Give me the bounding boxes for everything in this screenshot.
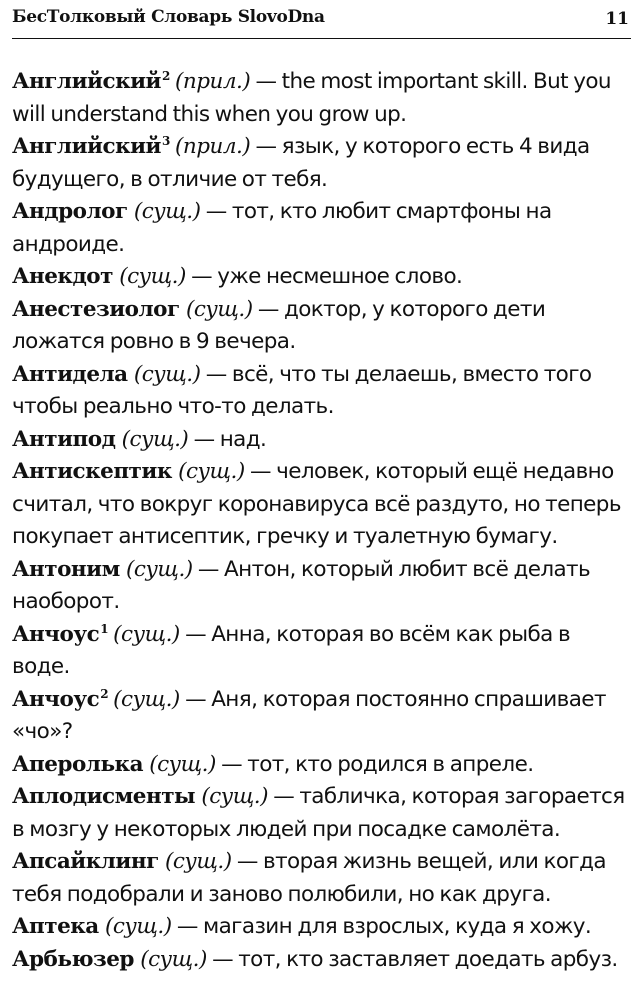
- entry-term: Антипод: [12, 426, 116, 452]
- entry-definition: — Анна, которая во всём как рыба в воде.: [12, 621, 571, 679]
- entry-definition: — Аня, которая постоянно спрашивает «чо»?: [12, 686, 606, 744]
- page-header: [12, 0, 631, 39]
- entry-definition: — уже несмешное слово.: [191, 264, 463, 289]
- entry-part-of-speech: (сущ.): [178, 459, 245, 484]
- dictionary-entry: [12, 619, 631, 684]
- entry-part-of-speech: (сущ.): [113, 686, 180, 712]
- entry-part-of-speech: (сущ.): [113, 621, 180, 647]
- entry-part-of-speech: (сущ.): [133, 361, 201, 387]
- entry-sense-number: 2: [100, 686, 108, 701]
- entry-definition: — табличка, которая загорается в мозгу у некоторых людей при посадке самолёта.: [12, 784, 625, 842]
- entry-sense-number: 3: [162, 134, 170, 148]
- entry-part-of-speech: (сущ.): [126, 556, 193, 582]
- entry-term: Антидела: [12, 361, 128, 387]
- entry-definition: — над.: [193, 426, 267, 452]
- entry-term: Аплодисменты: [12, 784, 196, 809]
- entry-term: Антоним: [12, 556, 120, 582]
- entry-term: Английский: [12, 134, 161, 159]
- dictionary-entry: [12, 196, 631, 261]
- book-title: БесТолковый Словарь SlovoDna: [12, 7, 325, 27]
- entry-term: Андролог: [12, 199, 128, 224]
- dictionary-entry: [12, 684, 631, 749]
- dictionary-entry: [12, 554, 631, 619]
- entry-part-of-speech: (сущ.): [119, 264, 186, 289]
- entry-definition: — вторая жизнь вещей, или когда тебя подобрали и заново полюбили, но как друга.: [12, 849, 606, 907]
- entry-part-of-speech: (сущ.): [165, 849, 232, 874]
- dictionary-entry: [12, 424, 631, 457]
- entry-part-of-speech: (прил.): [174, 134, 251, 159]
- entry-definition: — тот, кто родился в апреле.: [221, 751, 534, 777]
- entry-definition: — человек, который ещё недавно считал, что вокруг коронавируса всё раздуто, но теперь покупает антисептик, гречку и туалетную бумагу.: [12, 459, 621, 549]
- entry-part-of-speech: (сущ.): [121, 426, 189, 452]
- entry-term: Анестезиолог: [12, 296, 180, 322]
- dictionary-entry: [12, 944, 631, 977]
- entry-term: Аперолька: [12, 751, 144, 777]
- entry-term: Арбьюзер: [12, 946, 134, 972]
- entry-definition: — Антон, который любит всё делать наоборот.: [12, 556, 591, 614]
- dictionary-entry: [12, 359, 631, 424]
- entry-part-of-speech: (сущ.): [201, 784, 268, 809]
- entry-term: Антискептик: [12, 459, 172, 484]
- dictionary-entry: [12, 294, 631, 359]
- entry-definition: — тот, кто любит смартфоны на андроиде.: [12, 199, 552, 257]
- entry-part-of-speech: (прил.): [174, 69, 251, 94]
- page-number: 11: [605, 9, 629, 29]
- entry-definition: — доктор, у которого дети ложатся ровно в 9 вечера.: [12, 296, 546, 354]
- entry-part-of-speech: (сущ.): [185, 296, 253, 322]
- dictionary-entry: [12, 456, 631, 554]
- entry-term: Апсайклинг: [12, 849, 159, 874]
- entry-definition: — всё, что ты делаешь, вместо того чтобы реально что-то делать.: [12, 361, 592, 419]
- entry-term: Аптека: [12, 914, 99, 939]
- entry-sense-number: 1: [100, 621, 108, 636]
- entry-part-of-speech: (сущ.): [140, 946, 207, 972]
- entry-definition: — язык, у которого есть 4 вида будущего, в отличие от тебя.: [12, 134, 590, 192]
- entry-part-of-speech: (сущ.): [104, 914, 172, 939]
- entry-definition: — магазин для взрослых, куда я хожу.: [176, 914, 592, 939]
- dictionary-entry: [12, 131, 631, 196]
- dictionary-entry: [12, 846, 631, 911]
- entry-part-of-speech: (сущ.): [149, 751, 216, 777]
- dictionary-entries: [12, 66, 631, 976]
- entry-term: Анекдот: [12, 264, 113, 289]
- entry-sense-number: 2: [162, 69, 170, 83]
- dictionary-entry: [12, 261, 631, 294]
- entry-definition: — тот, кто заставляет доедать арбуз.: [212, 946, 618, 972]
- dictionary-entry: [12, 749, 631, 782]
- entry-term: Английский: [12, 69, 161, 94]
- entry-term: Анчоус: [12, 621, 100, 647]
- dictionary-entry: [12, 66, 631, 131]
- entry-definition: — the most important skill. But you will understand this when you grow up.: [12, 69, 611, 127]
- entry-term: Анчоус: [12, 686, 100, 712]
- dictionary-entry: [12, 911, 631, 944]
- entry-part-of-speech: (сущ.): [133, 199, 201, 224]
- dictionary-entry: [12, 781, 631, 846]
